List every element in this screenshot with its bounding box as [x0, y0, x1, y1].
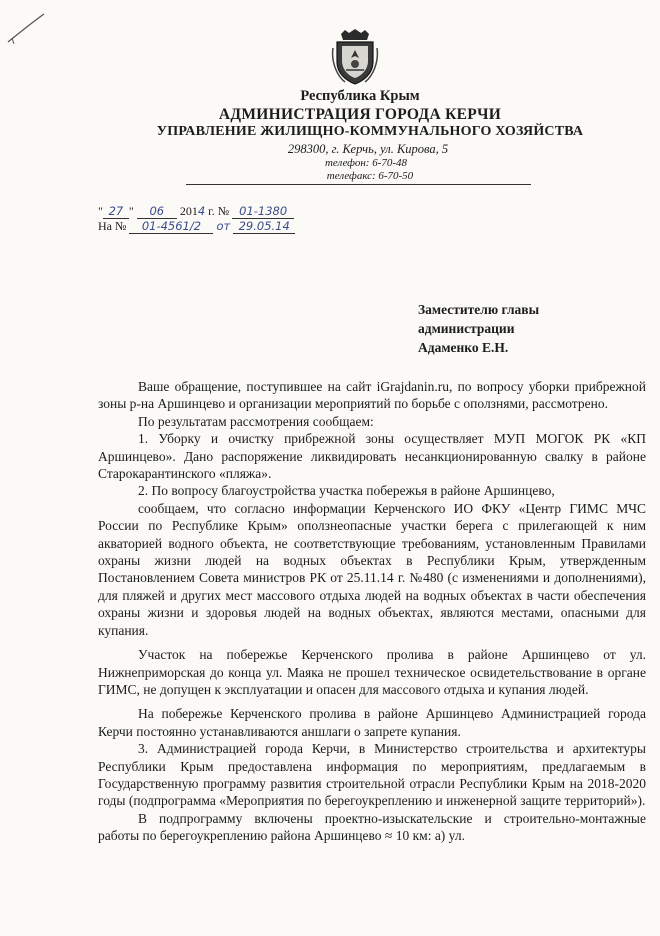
addressee-line-2: администрации	[418, 321, 515, 336]
phone: телефон: 6-70-48	[324, 157, 408, 169]
republic-title: Республика Крым	[300, 88, 420, 104]
ref-month: 06	[137, 204, 177, 219]
addressee-line-1: Заместителю главы	[418, 302, 540, 317]
ref-incoming-number: 01-4561/2	[129, 219, 213, 234]
administration-title: АДМИНИСТРАЦИЯ ГОРОДА КЕРЧИ	[218, 106, 502, 123]
ref-day: 27	[103, 204, 129, 219]
paragraph-3: 1. Уборку и очистку прибрежной зоны осуществляет МУП МОГОК РК «КП Аршинцево». Дано распоряжение ликвидировать несанкционированную свалку в районе Старокарантинского «пляжа».	[98, 431, 646, 482]
paragraph-9: В подпрограмму включены проектно-изыскательские и строительно-монтажные работы по берегоукреплению района Аршинцево ≈ 10 км: а) ул.	[98, 810, 646, 844]
paragraph-2: По результатам рассмотрения сообщаем:	[138, 413, 374, 429]
paragraph-6: Участок на побережье Керченского пролива в районе Аршинцево от ул. Нижнеприморская до конца ул. Маяка не прошел техническое освидетельствование в органе ГИМС, не допущен к эксплуатации и опасен для массового отдыха и купания людей.	[98, 647, 646, 697]
header-divider	[186, 184, 531, 185]
paragraph-4: 2. По вопросу благоустройства участка побережья в районе Аршинцево,	[138, 483, 555, 499]
addressee-line-3: Адаменко Е.Н.	[418, 340, 509, 355]
paragraph-5: сообщаем, что согласно информации Керченского ИО ФКУ «Центр ГИМС МЧС России по Республике Крым» оползнеопасные участки берега с прилегающей к ним акваторией водного объекта, не соответствующие требованиям, установленным Правилами охраны жизни людей на водных объектах в Республики Крым, утвержденным Постановлением Совета министров РК от 25.11.14 г. №480 (с изменениями и дополнениями), для пляжей и других мест массового отдыха людей на водных объектах в части обеспечения охраны жизни и здоровья людей на водных объектах, являются местами, опасными для купания.	[98, 500, 646, 638]
coat-of-arms-icon	[331, 28, 379, 86]
address: 298300, г. Керчь, ул. Кирова, 5	[287, 142, 449, 156]
ref-year-tail: г. №	[208, 204, 230, 218]
department-title: УПРАВЛЕНИЕ ЖИЛИЩНО-КОММУНАЛЬНОГО ХОЗЯЙСТВА	[156, 124, 584, 139]
incoming-reference	[98, 219, 295, 234]
ref-year-suffix: 4	[197, 204, 206, 218]
paragraph-8: 3. Администрацией города Керчи, в Министерство строительства и архитектуры Республики Крым предоставлена информация по мероприятиям, предлагаемым в Государственную программу развития строительной отрасли Республики Крым на 2018-2020 годы (подпрограмма «Мероприятия по берегоукреплению и инженерной защите территорий»).	[98, 741, 646, 809]
paragraph-7: На побережье Керченского пролива в районе Аршинцево Администрацией города Керчи постоянно устанавливаются аншлаги о запрете купания.	[98, 706, 646, 739]
ref-year-prefix: 201	[179, 204, 198, 218]
paragraph-1: Ваше обращение, поступившее на сайт iGrajdanin.ru, по вопросу уборки прибрежной зоны р-на Аршинцево и организации мероприятий по борьбе с оползнями, рассмотрено.	[98, 379, 646, 412]
addressee-block	[418, 300, 539, 357]
outgoing-reference: " 27 " 06 2014 г. № 01-1380	[98, 204, 294, 219]
handwritten-mark-icon	[4, 8, 48, 48]
ref-outgoing-number: 01-1380	[232, 204, 294, 219]
ref-incoming-prefix: На №	[98, 219, 127, 233]
ref-incoming-from: от	[216, 219, 231, 233]
ref-incoming-date: 29.05.14	[233, 219, 295, 234]
letter-body	[98, 378, 646, 845]
fax: телефакс: 6-70-50	[326, 170, 414, 182]
